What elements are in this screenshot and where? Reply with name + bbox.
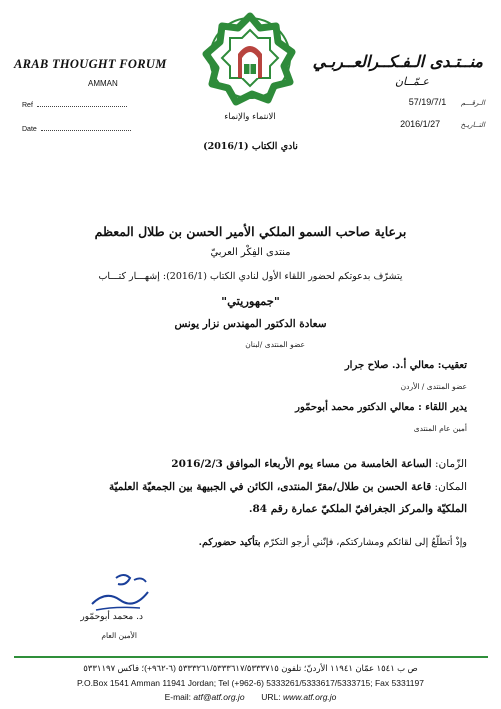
handwritten-signature xyxy=(86,570,166,616)
website-link[interactable]: www.atf.org.jo xyxy=(283,692,337,702)
url-label: URL: xyxy=(261,692,284,702)
commentary-line: تعقيب: معالي أ.د. صلاح جرار xyxy=(344,360,467,371)
en-city: AMMAN xyxy=(88,79,118,88)
closing-emphasis: بتأكيد حضوركم. xyxy=(198,537,261,548)
email-label: E-mail: xyxy=(164,692,194,702)
footer-arabic-address: ص ب ١٥٤١ عمّان ١١٩٤١ الأردنّ؛ تلفون ٥٣٣٣٢٦١/٥٣٣٣٦١٧/٥٣٣٣٧١٥ (٦-٩٦٢+)؛ فاكس ٥٣٣١١٩٧ xyxy=(83,663,418,673)
forum-name: منتدى الفِكْر العربيّ xyxy=(210,247,291,258)
book-club-label: نادي الكتاب (2016/1) xyxy=(203,141,298,152)
en-forum-title: ARAB THOUGHT FORUM xyxy=(14,57,167,71)
ref-label: Ref xyxy=(22,102,33,109)
ar-date-field xyxy=(365,119,485,129)
moderator-line: يدير اللقاء : معالي الدكتور محمد أبوحمّور xyxy=(295,402,467,413)
date-label: Date xyxy=(22,126,37,133)
invitation-line: يتشرّف بدعوتكم لحضور اللقاء الأول لنادي الكتاب (2016/1): إشهـــار كتـــاب xyxy=(98,271,403,282)
footer-contact xyxy=(0,692,501,702)
place-label: المكان: xyxy=(431,481,467,493)
logo-emblem-icon xyxy=(198,8,302,112)
forum-logo xyxy=(198,8,302,120)
commentary-role: عضو المنتدى / الأردن xyxy=(400,382,467,391)
ar-date-value: 2016/1/27 xyxy=(400,119,441,129)
ar-city: عـمّــان xyxy=(394,75,429,88)
closing-line xyxy=(199,537,467,548)
place-line xyxy=(109,481,467,493)
author-name: سعادة الدكتور المهندس نزار يونس xyxy=(174,318,327,330)
book-title: "جمهوريتي" xyxy=(221,294,280,308)
moderator-role: أمين عام المنتدى xyxy=(413,424,467,433)
ar-ref-value: 57/19/7/1 xyxy=(408,97,447,107)
time-line xyxy=(171,458,467,470)
ar-ref-label: الـرقـــم xyxy=(460,99,485,107)
footer-rule xyxy=(14,656,488,658)
ref-dotted-line xyxy=(37,100,127,107)
ar-date-label: التــاريـخ xyxy=(460,121,485,129)
date-field xyxy=(22,124,131,133)
date-dotted-line xyxy=(41,124,131,131)
logo-slogan: الانتماء والإنماء xyxy=(224,112,276,122)
place-line-2: الملكيّة والمركز الجغرافيّ الملكيّ عمارة رقم 84. xyxy=(248,503,467,515)
author-role: عضو المنتدى /لبنان xyxy=(245,340,305,349)
signatory-name: د. محمد أبوحمّور xyxy=(80,612,143,622)
place-value: قاعة الحسن بن طلال/مقرّ المنتدى، الكائن في الجبيهة بين الجمعيّة العلميّة xyxy=(108,481,432,493)
footer-english-address: P.O.Box 1541 Amman 11941 Jordan; Tel (+962-6) 5333261/5333617/5333715; Fax 5331197 xyxy=(77,678,424,688)
time-label: الزّمان: xyxy=(431,458,467,470)
signatory-title: الأمين العام xyxy=(101,631,137,640)
ar-ref-field xyxy=(365,97,485,107)
patronage-line: برعاية صاحب السمو الملكي الأمير الحسن بن طلال المعظم xyxy=(94,224,407,239)
ref-field xyxy=(22,100,127,109)
closing-text: وإذْ أتطلّعُ إلى لقائكم ومشاركتكم، فإنّني أرجو التكرّم xyxy=(260,537,467,548)
time-value: الساعة الخامسة من مساء يوم الأربعاء الموافق 2016/2/3 xyxy=(171,458,432,470)
email-link[interactable]: atf@atf.org.jo xyxy=(193,692,245,702)
ar-forum-title: منــتـدى الـفـكــرالعــربـي xyxy=(312,52,483,71)
